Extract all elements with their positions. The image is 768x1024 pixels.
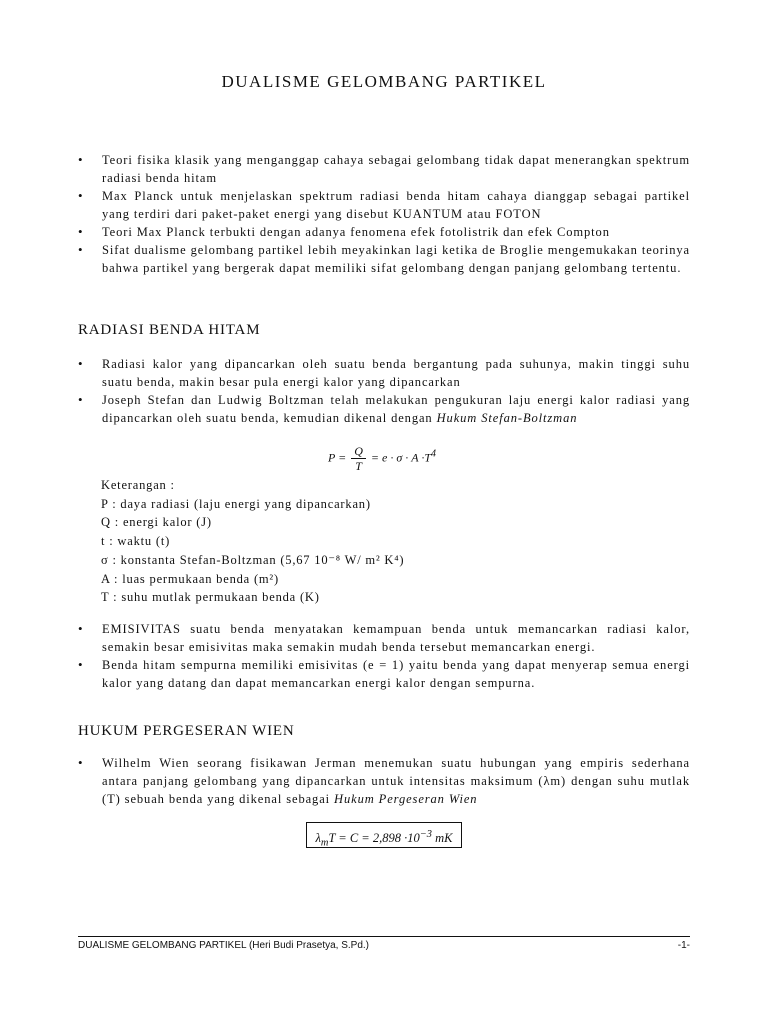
intro-bullet-list [78,151,690,277]
wien-formula-box [306,822,462,848]
wien-bullet-list [78,754,690,808]
formula-exponent: −3 [419,829,432,840]
list-item: • Sifat dualisme gelombang partikel lebih meyakinkan lagi ketika de Broglie mengemukakan teorinya bahwa partikel yang bergerak dapat memiliki sifat gelombang dengan panjang gelombang tertentu. [78,241,690,277]
keterangan-line: A : luas permukaan benda (m²) [101,571,279,586]
keterangan-line: σ : konstanta Stefan-Boltzman (5,67 10⁻⁸ W/ m² K⁴) [101,552,405,567]
emisivitas-bullet-list [78,620,690,692]
formula-lhs: P = [328,450,347,465]
footer-divider [78,936,690,937]
law-name: Hukum Pergeseran Wien [334,792,478,806]
formula-subscript: m [320,837,329,849]
formula-lambda: λ [315,831,321,846]
list-item [78,391,690,427]
radiasi-bullet-list [78,355,690,427]
stefan-boltzman-formula [328,444,436,473]
section-heading-wien: HUKUM PERGESERAN WIEN [78,723,295,739]
list-item: • Radiasi kalor yang dipancarkan oleh suatu benda bergantung pada suhunya, makin tinggi suhu suatu benda, makin besar pula energi kalor yang dipancarkan [78,355,690,391]
list-item-text: Joseph Stefan dan Ludwig Boltzman telah melakukan pengukuran laju energi kalor radiasi yang dipancarkan oleh suatu benda, kemudian dikenal dengan [102,393,690,425]
law-name: Hukum Stefan-Boltzman [436,411,578,425]
list-item: • Max Planck untuk menjelaskan spektrum radiasi benda hitam cahaya dianggap sebagai partikel yang terdiri dari paket-paket energi yang disebut KUANTUM atau FOTON [78,187,690,223]
list-item: • EMISIVITAS suatu benda menyatakan kemampuan benda untuk memancarkan radiasi kalor, semakin besar emisivitas maka semakin mudah benda tersebut memancarkan energi. [78,620,690,656]
keterangan-line: t : waktu (t) [101,534,171,549]
list-item [78,754,690,808]
keterangan-line: T : suhu mutlak permukaan benda (K) [101,590,320,605]
section-heading-radiasi: RADIASI BENDA HITAM [78,322,261,338]
formula-denominator: T [355,459,362,473]
page-number: -1- [677,940,690,951]
formula-main: T = C = 2,898 ·10 [328,831,420,846]
list-item-text: Wilhelm Wien seorang fisikawan Jerman menemukan suatu hubungan yang empiris sederhana antara panjang gelombang yang dipancarkan untuk intensitas maksimum (λm) dengan suhu mutlak (T) sebuah benda yang dikenal sebagai [102,756,690,806]
list-item: • Teori fisika klasik yang menganggap cahaya sebagai gelombang tidak dapat menerangkan spektrum radiasi benda hitam [78,151,690,187]
keterangan-line: Keterangan : [101,478,175,492]
keterangan-list [101,476,601,607]
document-title: DUALISME GELOMBANG PARTIKEL [221,72,547,91]
formula-fraction [351,444,366,473]
formula-unit: mK [431,831,453,846]
footer-text: DUALISME GELOMBANG PARTIKEL (Heri Budi Prasetya, S.Pd.) [78,940,370,951]
formula-rhs: = e · σ · A ·T [370,450,432,465]
formula-numerator: Q [351,444,366,459]
keterangan-line: P : daya radiasi (laju energi yang dipancarkan) [101,496,371,511]
keterangan-line: Q : energi kalor (J) [101,515,212,530]
formula-exponent: 4 [431,448,437,460]
list-item: • Teori Max Planck terbukti dengan adanya fenomena efek fotolistrik dan efek Compton [78,223,690,241]
list-item: • Benda hitam sempurna memiliki emisivitas (e = 1) yaitu benda yang dapat menyerap semua energi kalor yang datang dan dapat memancarkan energi kalor dengan sempurna. [78,656,690,692]
